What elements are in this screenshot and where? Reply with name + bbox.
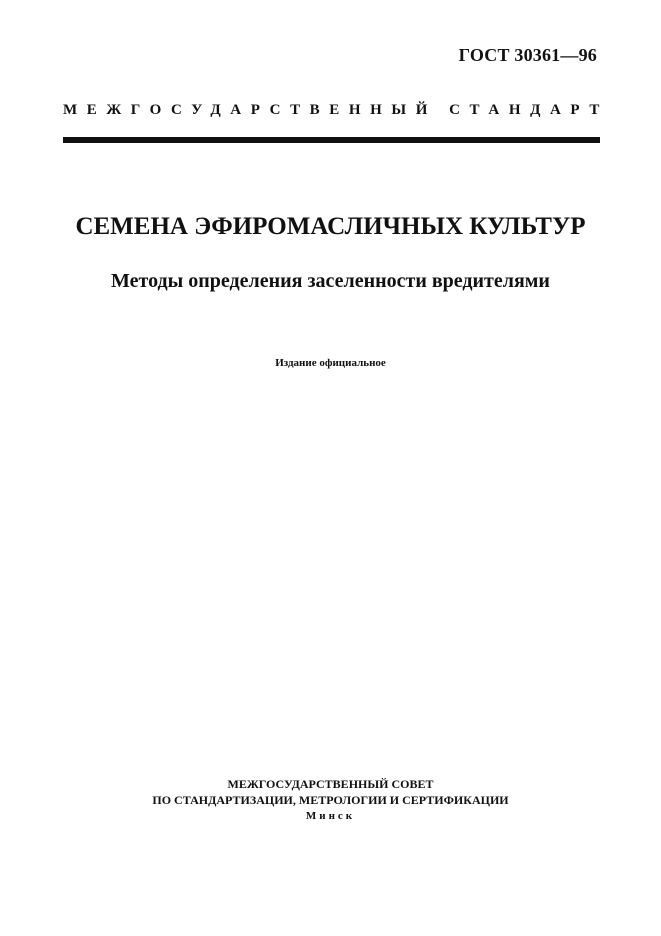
main-title: СЕМЕНА ЭФИРОМАСЛИЧНЫХ КУЛЬТУР <box>75 213 586 240</box>
standard-type-right: СТАНДАРТ <box>449 102 609 118</box>
header-rule <box>63 137 600 143</box>
standard-type-heading <box>63 102 609 119</box>
publisher-city: Минск <box>305 810 356 822</box>
subtitle: Методы определения заселенности вредителями <box>111 270 550 292</box>
edition-note: Издание официальное <box>275 357 386 369</box>
publisher-line-2: ПО СТАНДАРТИЗАЦИИ, МЕТРОЛОГИИ И СЕРТИФИКАЦИИ <box>152 793 509 807</box>
standard-type-left: МЕЖГОСУДАРСТВЕННЫЙ <box>63 102 438 118</box>
publisher-line-1: МЕЖГОСУДАРСТВЕННЫЙ СОВЕТ <box>227 777 434 791</box>
document-number: ГОСТ 30361—96 <box>458 45 597 65</box>
publisher-block <box>0 776 661 824</box>
